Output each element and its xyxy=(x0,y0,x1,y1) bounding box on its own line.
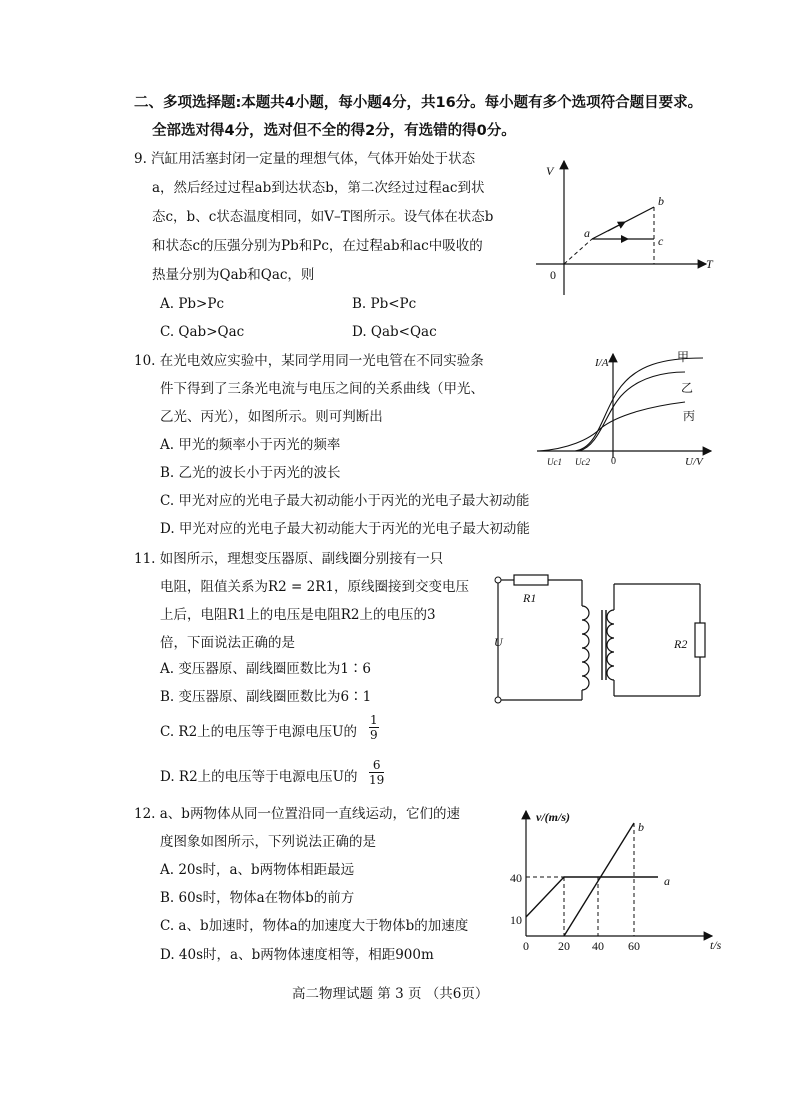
q12-t-label: t/s xyxy=(710,938,722,952)
q10-line-3: 乙光、丙光），如图所示。则可判断出 xyxy=(160,409,383,425)
q11-line-1: 11. 如图所示，理想变压器原、副线圈分别接有一只 xyxy=(134,551,444,567)
q10-option-b[interactable]: B. 乙光的波长小于丙光的波长 xyxy=(160,465,341,481)
q11-line-4: 倍，下面说法正确的是 xyxy=(160,635,295,651)
q9-option-d[interactable]: D. Qab<Qac xyxy=(352,324,437,340)
q11-fraction-c xyxy=(369,713,379,742)
q12-tick-y10: 10 xyxy=(510,913,522,927)
q11-frac-c-denominator: 9 xyxy=(370,728,378,742)
q11-label-r1: R1 xyxy=(523,591,537,605)
q9-line-4: 和状态c的压强分别为Pb和Pc，在过程ab和ac中吸收的 xyxy=(152,238,483,254)
q12-line-a xyxy=(526,877,658,917)
q12-tick-40: 40 xyxy=(592,939,604,953)
q10-option-a[interactable]: A. 甲光的频率小于丙光的频率 xyxy=(160,437,341,453)
q10-u-label: U/V xyxy=(685,456,703,468)
q11-secondary-coil xyxy=(607,610,614,680)
q11-terminal-top xyxy=(495,577,501,583)
section-title: 二、多项选择题:本题共4小题，每小题4分，共16分。每小题有多个选项符合题目要求。 xyxy=(134,95,703,111)
q12-option-c[interactable]: C. a、b加速时，物体a的加速度大于物体b的加速度 xyxy=(160,918,469,934)
q9-line-1: 9. 汽缸用活塞封闭一定量的理想气体，气体开始处于状态 xyxy=(134,151,476,167)
q9-point-b: b xyxy=(658,194,664,208)
q9-dashed-origin-line xyxy=(564,239,592,264)
q12-origin-label: 0 xyxy=(523,939,529,953)
q11-option-d[interactable]: D. R2上的电压等于电源电压U的 xyxy=(160,769,358,785)
q12-vt-graph xyxy=(500,805,730,955)
q10-label-yi: 乙 xyxy=(681,381,694,395)
q9-origin-label: 0 xyxy=(550,268,556,282)
q10-uc2-label: Uc2 xyxy=(575,457,590,467)
q11-option-c[interactable]: C. R2上的电压等于电源电压U的 xyxy=(160,724,358,740)
q11-fraction-d xyxy=(369,758,384,787)
q12-line-2: 度图象如图所示，下列说法正确的是 xyxy=(160,834,376,850)
q9-point-a: a xyxy=(584,226,590,240)
q9-option-c[interactable]: C. Qab>Qac xyxy=(160,324,245,340)
q9-vt-graph xyxy=(530,155,720,300)
q12-v-label: v/(m/s) xyxy=(536,810,570,824)
q10-line-1: 10. 在光电效应实验中，某同学用同一光电管在不同实验条 xyxy=(134,353,484,369)
q11-line-2: 电阻，阻值关系为R2 = 2R1，原线圈接到交变电压 xyxy=(160,579,469,595)
q10-option-d[interactable]: D. 甲光对应的光电子最大初动能大于丙光的光电子最大初动能 xyxy=(160,521,530,537)
q10-label-jia: 甲 xyxy=(677,350,690,364)
q10-i-label: I/A xyxy=(595,357,609,369)
q9-option-a[interactable]: A. Pb>Pc xyxy=(160,296,225,312)
q9-v-label: V xyxy=(546,164,554,178)
q11-label-u: U xyxy=(494,635,503,649)
q12-label-b: b xyxy=(638,820,644,834)
q11-terminal-bottom xyxy=(495,697,501,703)
q11-line-3: 上后，电阻R1上的电压是电阻R2上的电压的3 xyxy=(160,607,436,623)
q11-primary-coil xyxy=(582,606,589,690)
q11-transformer-circuit xyxy=(488,570,718,710)
q12-line-b xyxy=(564,823,634,936)
q12-tick-60: 60 xyxy=(628,939,640,953)
q12-tick-y40: 40 xyxy=(510,871,522,885)
q10-option-c[interactable]: C. 甲光对应的光电子最大初动能小于丙光的光电子最大初动能 xyxy=(160,493,530,509)
page-footer: 高二物理试题 第 3 页 （共6页） xyxy=(292,986,489,1002)
q11-frac-c-numerator: 1 xyxy=(370,713,378,727)
q12-tick-20: 20 xyxy=(558,939,570,953)
q10-origin-label: 0 xyxy=(611,456,616,467)
q9-ab-arrow xyxy=(608,222,625,231)
q12-label-a: a xyxy=(664,874,670,888)
q11-resistor-r2 xyxy=(695,623,705,657)
q11-resistor-r1 xyxy=(514,575,548,585)
q12-line-1: 12. a、b两物体从同一位置沿同一直线运动，它们的速 xyxy=(134,806,460,822)
q11-frac-d-numerator: 6 xyxy=(369,758,384,773)
q10-iu-graph xyxy=(535,348,720,470)
q12-option-d[interactable]: D. 40s时，a、b两物体速度相等，相距900m xyxy=(160,947,434,963)
q12-option-a[interactable]: A. 20s时，a、b两物体相距最远 xyxy=(160,862,355,878)
q9-t-label: T xyxy=(706,257,713,271)
q10-uc1-label: Uc1 xyxy=(547,457,562,467)
q10-line-2: 件下得到了三条光电流与电压之间的关系曲线（甲光、 xyxy=(160,381,484,397)
q11-option-a[interactable]: A. 变压器原、副线圈匝数比为1∶6 xyxy=(160,661,372,677)
q11-label-r2: R2 xyxy=(674,637,688,651)
q9-line-2: a，然后经过过程ab到达状态b，第二次经过过程ac到状 xyxy=(152,180,485,196)
section-scoring-rules: 全部选对得4分，选对但不全的得2分，有选错的得0分。 xyxy=(152,123,516,139)
q12-option-b[interactable]: B. 60s时，物体a在物体b的前方 xyxy=(160,890,355,906)
q9-line-5: 热量分别为Qab和Qac，则 xyxy=(152,267,315,283)
q9-line-3: 态c，b、c状态温度相同，如V–T图所示。设气体在状态b xyxy=(152,209,494,225)
q11-frac-d-denominator: 19 xyxy=(369,773,385,787)
q10-curve-yi xyxy=(579,372,685,451)
q10-label-bing: 丙 xyxy=(683,409,696,423)
q11-option-b[interactable]: B. 变压器原、副线圈匝数比为6∶1 xyxy=(160,689,372,705)
q9-option-b[interactable]: B. Pb<Pc xyxy=(352,296,417,312)
q9-point-c: c xyxy=(658,234,664,248)
